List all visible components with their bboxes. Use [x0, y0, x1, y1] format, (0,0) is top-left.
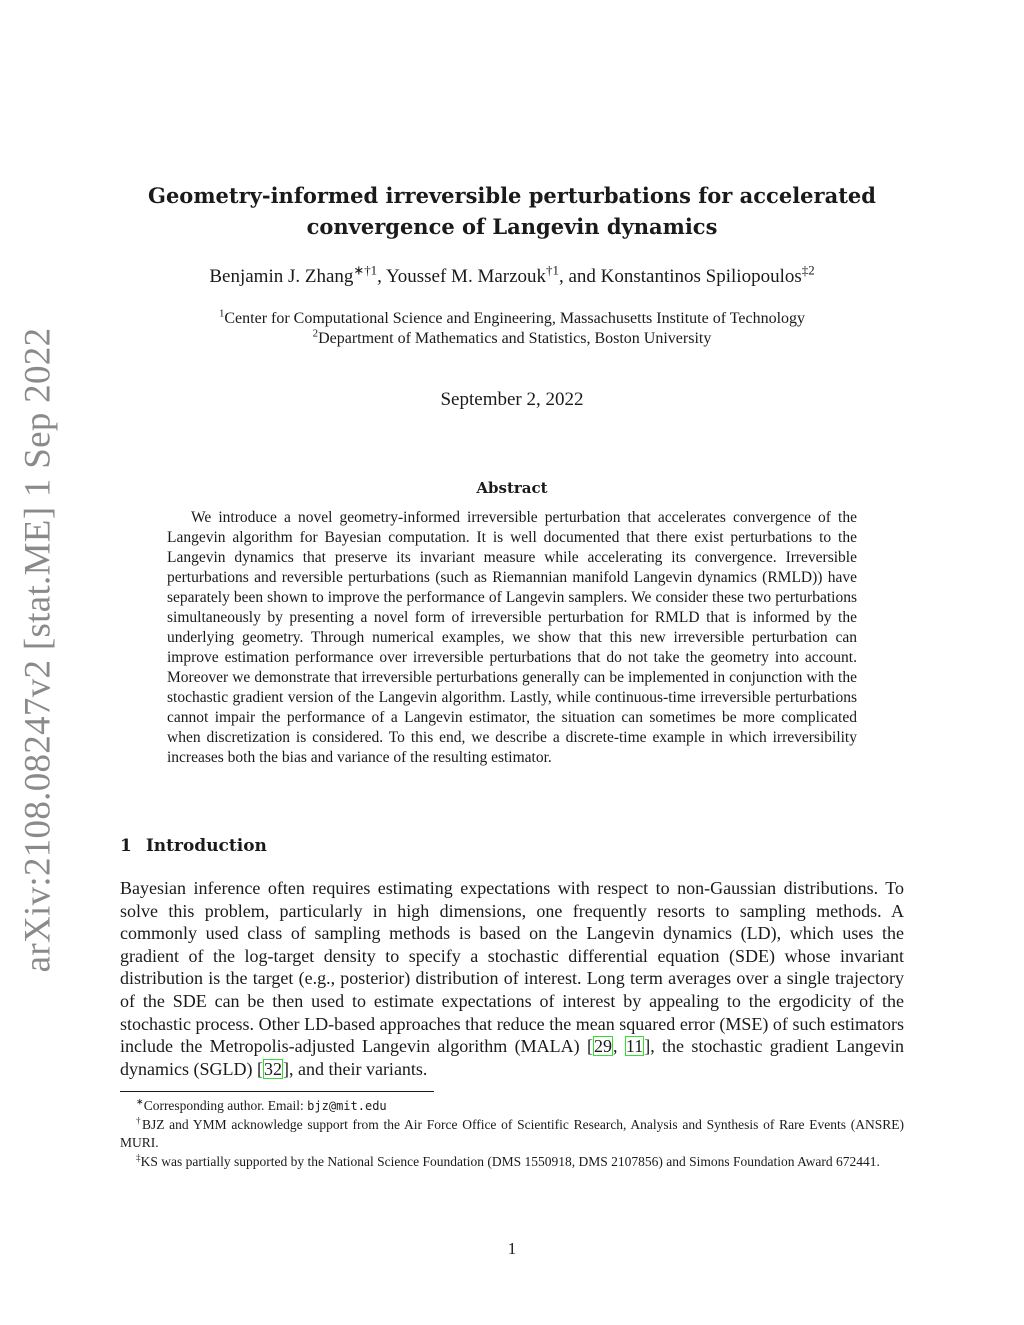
affiliation-2 — [120, 329, 904, 349]
arxiv-identifier-stamp: arXiv:2108.08247v2 [stat.ME] 1 Sep 2022 — [17, 327, 59, 973]
author-separator: , — [377, 266, 386, 287]
author-email-link[interactable]: bjz@mit.edu — [307, 1099, 387, 1113]
author-zhang: Benjamin J. Zhang — [209, 266, 354, 287]
title-line-2: convergence of Langevin dynamics — [306, 214, 718, 239]
footnote-corresponding-author — [120, 1097, 904, 1115]
paper-title — [120, 180, 904, 242]
intro-text-part-2: ], the stochastic gradient Langevin dynamics (SGLD) [ — [120, 1036, 905, 1079]
footnote-funding-afosr — [120, 1116, 904, 1152]
footnote-1-mark: ∗ — [136, 1096, 144, 1107]
paper-date: September 2, 2022 — [440, 389, 584, 410]
citation-link-32[interactable]: 32 — [263, 1058, 282, 1079]
citation-link-29[interactable]: 29 — [594, 1036, 612, 1057]
footnote-1-text: Corresponding author. Email: — [143, 1098, 308, 1113]
section-title: Introduction — [145, 836, 267, 856]
section-heading-introduction — [120, 836, 267, 856]
intro-text-part-3: ], and their variants. — [282, 1058, 428, 1079]
author-spiliopoulos: Konstantinos Spiliopoulos — [600, 266, 802, 287]
citation-link-11[interactable]: 11 — [625, 1036, 644, 1057]
footnote-2-text: BJZ and YMM acknowledge support from the Air Force Office of Scientific Research, Analysis and Synthesis of Rare Events (ANSRE) MURI. — [120, 1117, 904, 1150]
footnotes — [120, 1097, 904, 1172]
abstract-text: We introduce a novel geometry-informed irreversible perturbation that accelerates convergence of the Langevin algorithm for Bayesian computation. It is well documented that there exist perturbations to the Langevin dynamics that preserve its invariant measure while accelerating its convergence. Irreversible perturbations and reversible perturbations (such as Riemannian manifold Langevin dynamics (RMLD)) have separately been shown to improve the performance of Langevin samplers. We consider these two perturbations simultaneously by presenting a novel form of irreversible perturbation for RMLD that is informed by the underlying geometry. Through numerical examples, we show that this new irreversible perturbation can improve estimation performance over irreversible perturbations that do not take the geometry into account. Moreover we demonstrate that irreversible perturbations generally can be implemented in conjunction with the stochastic gradient version of the Langevin algorithm. Lastly, while continuous-time irreversible perturbations cannot impair the performance of a Langevin estimator, the situation can sometimes be more complicated when discretization is considered. To this end, we describe a discrete-time example in which irreversibility increases both the bias and variance of the resulting estimator. — [167, 509, 857, 766]
affiliations — [120, 309, 904, 349]
author-marzouk-marks: †1 — [546, 262, 559, 278]
author-marzouk: Youssef M. Marzouk — [385, 266, 547, 287]
citation-separator: , — [613, 1036, 625, 1057]
author-spiliopoulos-marks: ‡2 — [801, 262, 815, 278]
footnote-2-mark: † — [136, 1115, 142, 1126]
footnote-divider — [120, 1091, 434, 1092]
abstract-heading: Abstract — [476, 479, 548, 497]
affiliation-2-mark: 2 — [312, 327, 319, 340]
title-line-1: Geometry-informed irreversible perturbations for accelerated — [148, 183, 876, 208]
author-zhang-marks: ∗†1 — [353, 262, 378, 278]
intro-text-part-1: Bayesian inference often requires estimating expectations with respect to non-Gaussian distributions. To solve this problem, particularly in high dimensions, one frequently resorts to sampling methods. A commonly used class of sampling methods is based on the Langevin dynamics (LD), which uses the gradient of the log-target density to specify a stochastic differential equation (SDE) whose invariant distribution is the target (e.g., posterior) distribution of interest. Long term averages over a single trajectory of the SDE can be then used to estimate expectations of interest by appealing to the ergodicity of the stochastic process. Other LD-based approaches that reduce the mean squared error (MSE) of such estimators include the Metropolis-adjusted Langevin algorithm (MALA) [ — [120, 878, 904, 1057]
introduction-paragraph — [120, 877, 904, 1080]
affiliation-1-mark: 1 — [218, 307, 225, 320]
footnote-3-mark: ‡ — [136, 1152, 141, 1163]
author-separator: , and — [558, 266, 601, 287]
footnote-funding-nsf — [120, 1153, 904, 1171]
affiliation-1-text: Center for Computational Science and Engineering, Massachusetts Institute of Technology — [224, 310, 806, 327]
page-number: 1 — [507, 1239, 517, 1258]
section-number: 1 — [120, 836, 132, 856]
footnote-3-text: KS was partially supported by the National Science Foundation (DMS 1550918, DMS 2107856) and Simons Foundation Award 672441. — [140, 1154, 880, 1169]
author-list — [120, 262, 904, 288]
affiliation-2-text: Department of Mathematics and Statistics, Boston University — [318, 330, 712, 347]
affiliation-1 — [120, 309, 904, 329]
